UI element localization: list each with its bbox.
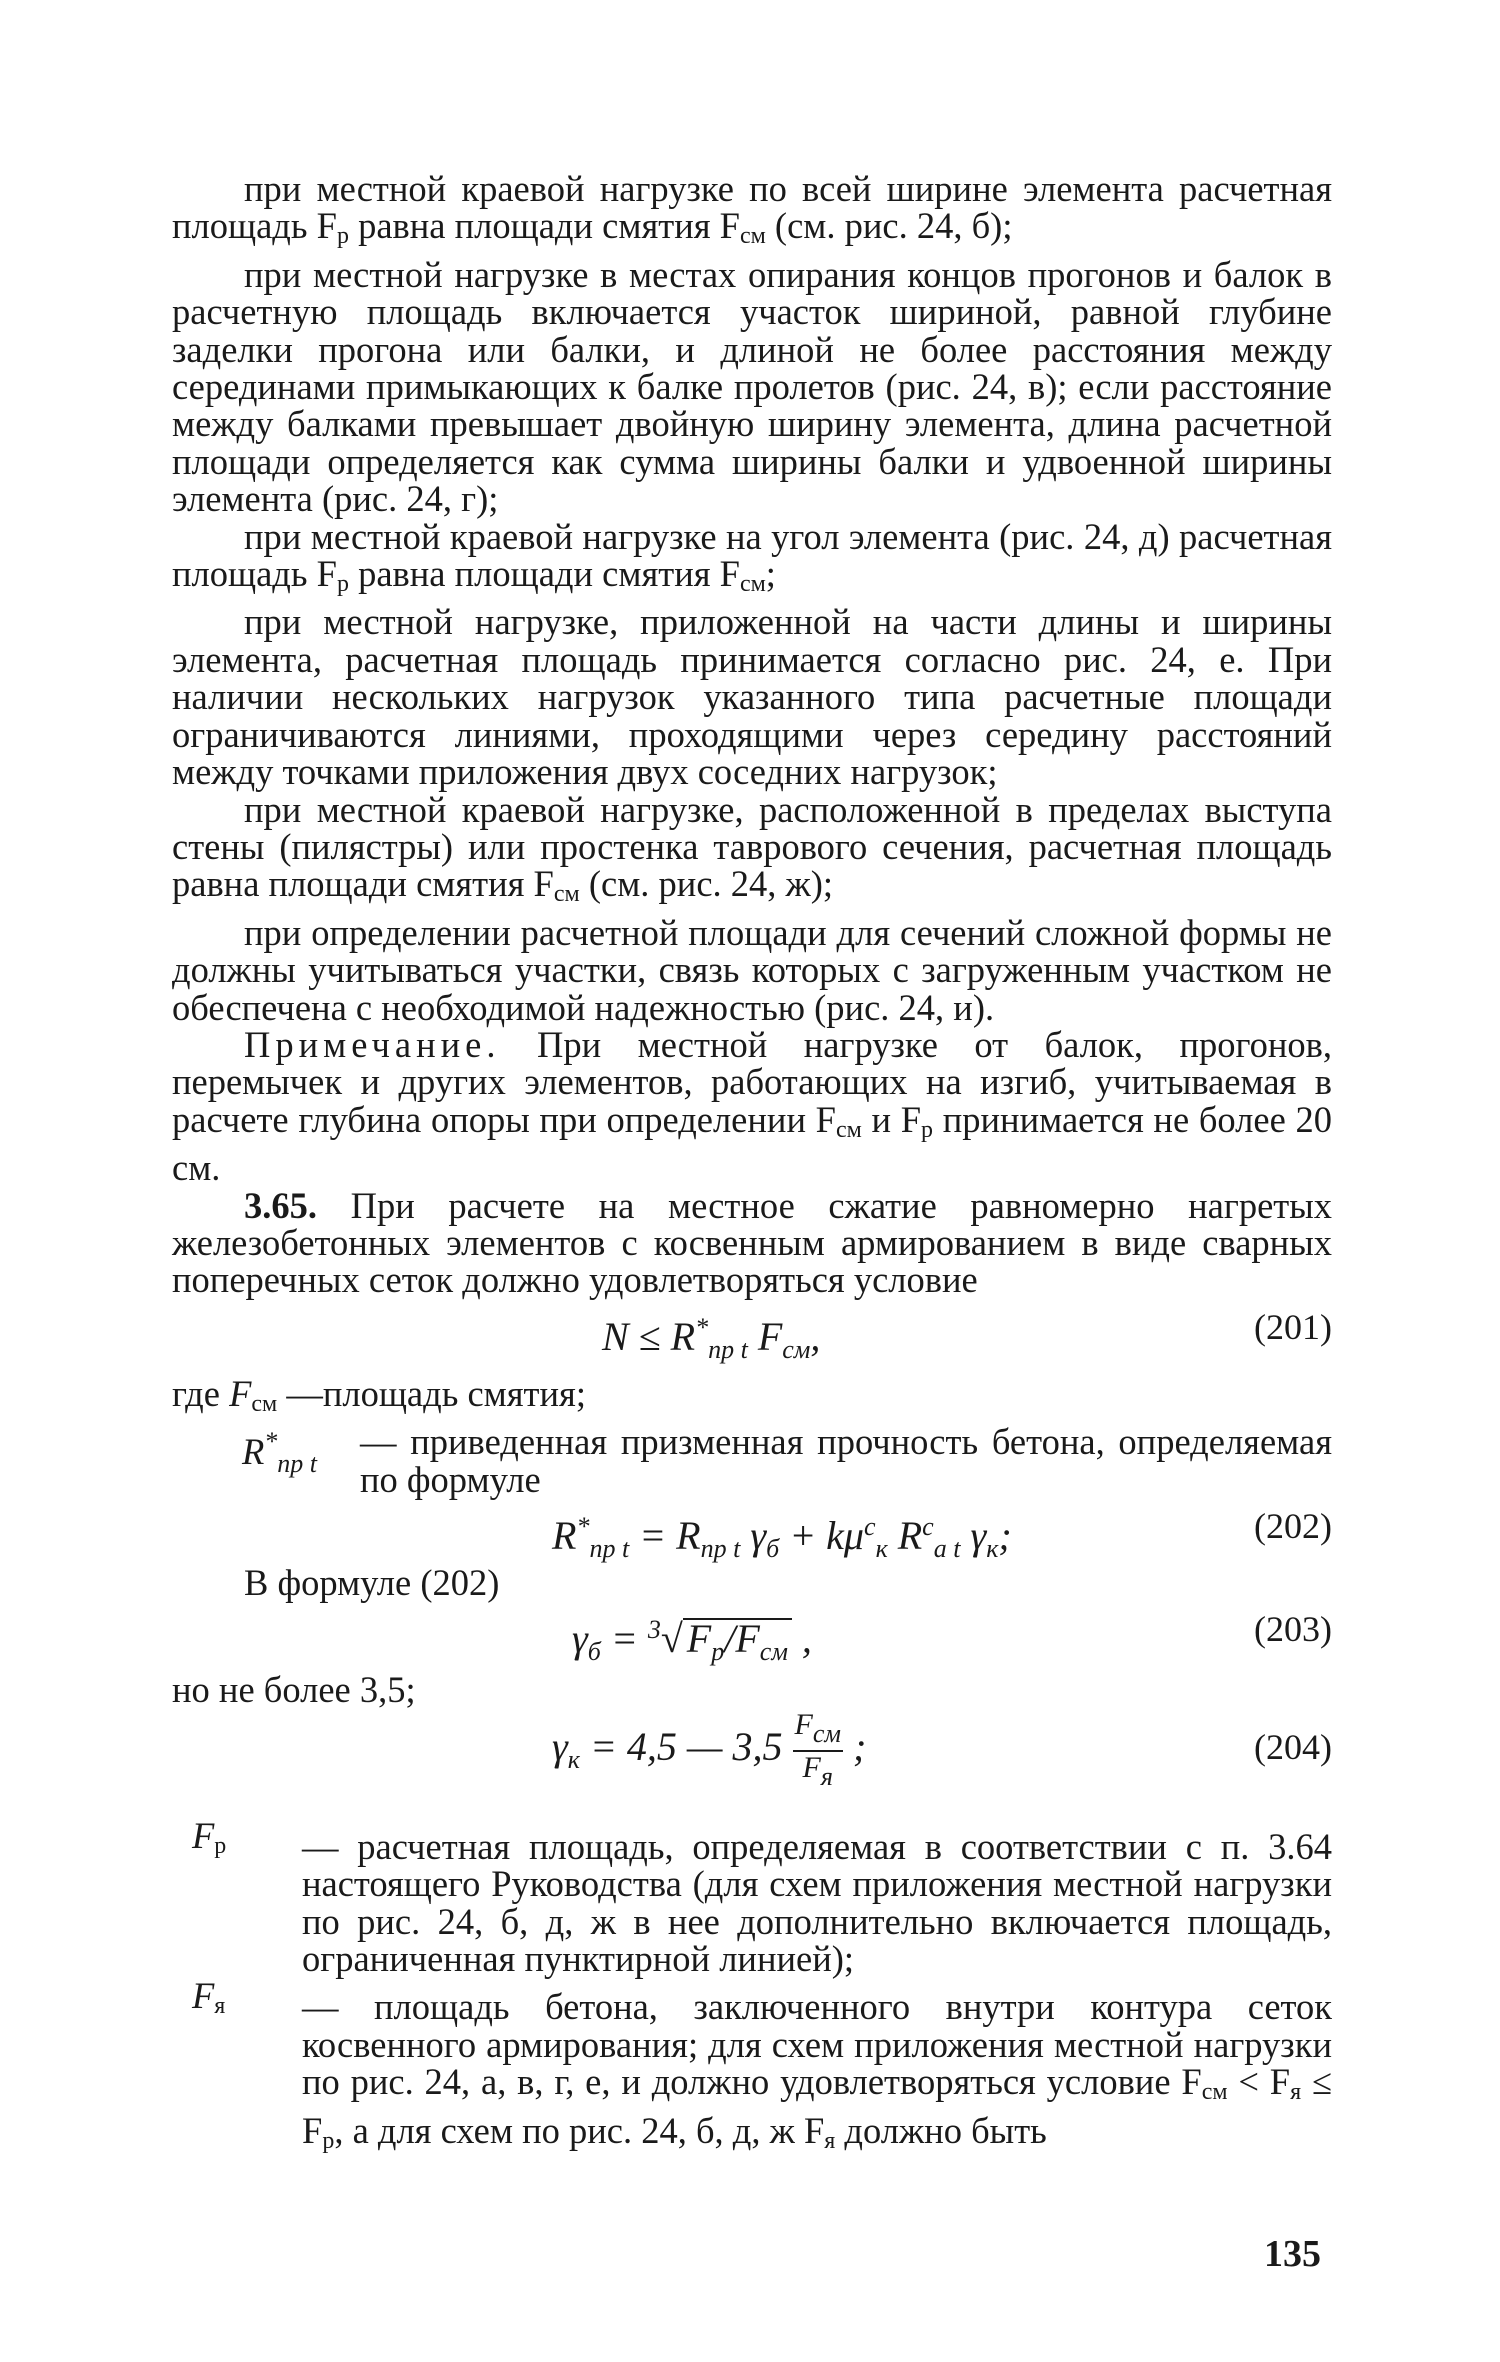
definition-fp: $F_р$ — расчетная площадь, определяемая в соответствии с п. 3.64 настоящего Руководства (для схем приложения местной нагрузки по рис. 24, б, д, ж в нее дополнительно включается площадь, ограниченная пунктирной линией);	[192, 1814, 1332, 1980]
formula-intro: В формуле (202)	[244, 1562, 500, 1603]
paragraph: при местной нагрузке в местах опирания концов прогонов и балок в расчетную площадь включается участок шириной, равной глубине заделки прогона или балки, и длиной не более расстояния между серединами примыкающих к балке пролетов (рис. 24, в); если расстояние между балками превышает двойную ширину элемента, длина расчетной площади определяется как сумма ширины балки и удвоенной ширины элемента (рис. 24, г);	[172, 253, 1332, 520]
definition-rprt: $R^*_{пр t}$ — приведенная призменная прочность бетона, определяемая по формуле	[242, 1421, 1332, 1500]
limit-note: но не более 3,5;	[172, 1669, 416, 1711]
note-paragraph: Примечание. При местной нагрузке от балок, прогонов, перемычек и других элементов, работающих на изгиб, учитываемая в расчете глубина опоры при определении $F_{см}$ и $F_р$ принимается не более 20 см.	[172, 1023, 1332, 1189]
formula-202: $R^*_{пр t} = R_{пр t}$ $\gamma_б + k\mu^с_к$ $R^с_{a t}$ $\gamma_к$; (202)	[552, 1506, 1332, 1563]
paragraph: при местной краевой нагрузке на угол элемента (рис. 24, д) расчетная площадь $F_р$ равна площади смятия $F_{см}$;	[172, 515, 1332, 598]
definition-fsm: где $F_{см}$ —площадь смятия;	[172, 1372, 586, 1417]
section-number: 3.65.	[244, 1184, 317, 1226]
equation-number: (203)	[1254, 1609, 1332, 1650]
paragraph: при местной нагрузке, приложенной на части длины и ширины элемента, расчетная площадь принимается согласно рис. 24, е. При наличии нескольких нагрузок указанного типа расчетные площади ограничиваются линиями, проходящими через середину расстояний между точками приложения двух соседних нагрузок;	[172, 601, 1332, 793]
formula-201: $N \le R^*_{пр t}$ $F_{см}$, (201)	[602, 1306, 1332, 1364]
formula-204: $\gamma_к = 4,5$ — 3,5 Fсм Fя ; (204)	[552, 1707, 1332, 1791]
equation-number: (201)	[1254, 1306, 1332, 1347]
equation-number: (204)	[1254, 1726, 1332, 1767]
page-body	[172, 170, 1332, 2160]
page-number: 135	[1264, 2233, 1321, 2275]
paragraph: при местной краевой нагрузке, расположенной в пределах выступа стены (пилястры) или простенка таврового сечения, расчетная площадь равна площади смятия $F_{см}$ (см. рис. 24, ж);	[172, 788, 1332, 908]
equation-number: (202)	[1254, 1506, 1332, 1546]
definition-fya: $F_я$ — площадь бетона, заключенного внутри контура сеток косвенного армирования; для схем приложения местной нагрузки по рис. 24, а, в, г, е, и должно удовлетворяться условие $F_{см} < F_я \le F_р$, а для схем по рис. 24, б, д, ж $F_я$ должно быть	[192, 1975, 1333, 2154]
paragraph: при определении расчетной площади для сечений сложной формы не должны учитываться участки, связь которых с загруженным участком не обеспечена с необходимой надежностью (рис. 24, и).	[172, 911, 1332, 1028]
note-label: Примечание.	[244, 1023, 501, 1065]
section-3-65: 3.65. При расчете на местное сжатие равномерно нагретых железобетонных элементов с косвенным армированием в виде сварных поперечных сеток должно удовлетворяться условие	[172, 1184, 1332, 1301]
paragraph: при местной краевой нагрузке по всей ширине элемента расчетная площадь $F_р$ равна площади смятия $F_{см}$ (см. рис. 24, б);	[172, 168, 1332, 250]
formula-203: $\gamma_б = ^3√$ $F_р/F_{см}$ , (203)	[172, 1601, 1332, 1671]
